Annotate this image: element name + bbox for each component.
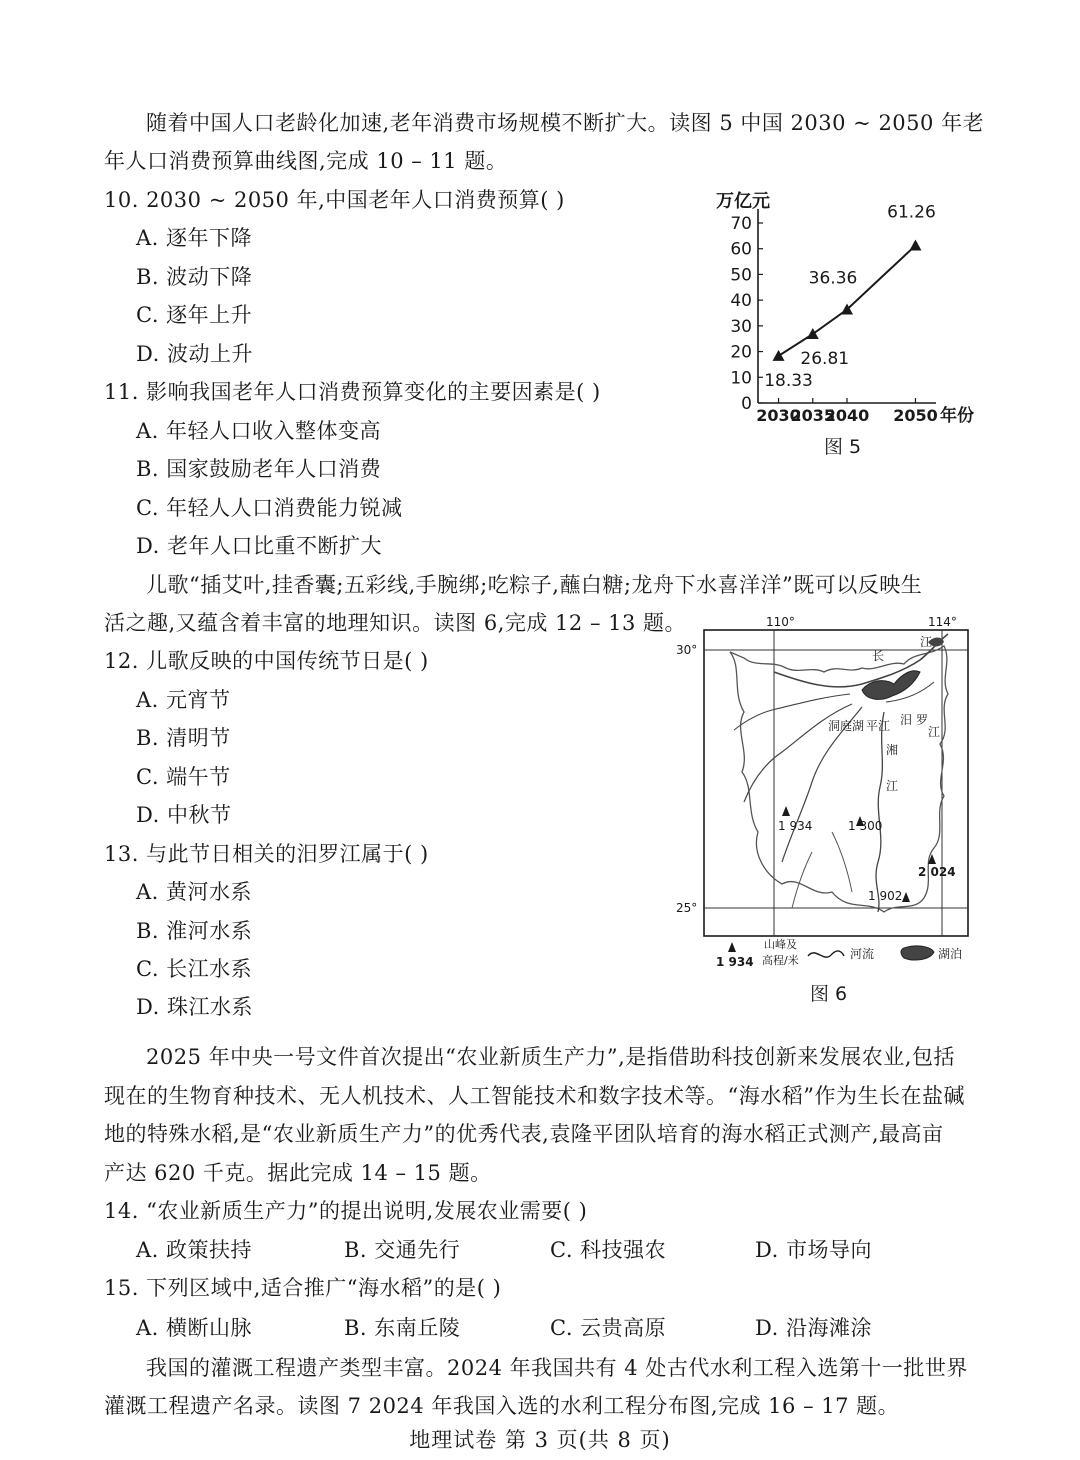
- question-14-stem: 14. “农业新质生产力”的提出说明,发展农业需要( ): [104, 1199, 588, 1223]
- data-point-marker: [807, 328, 819, 339]
- intro-paragraph-3-line-2: 现在的生物育种技术、无人机技术、人工智能技术和数字技术等。“海水稻”作为生长在盐碱: [104, 1084, 965, 1108]
- y-tick-label: 40: [730, 291, 752, 312]
- river-xiang: [876, 712, 884, 912]
- data-point-marker: [773, 350, 785, 361]
- question-14-option-c: C. 科技强农: [550, 1238, 667, 1262]
- label-dongting: 洞庭湖: [828, 719, 865, 733]
- question-10-option-b: B. 波动下降: [136, 265, 253, 289]
- question-11-option-a: A. 年轻人口收入整体变高: [136, 419, 382, 443]
- peak-2024-label: 2 024: [918, 865, 956, 879]
- question-12-option-d: D. 中秋节: [136, 803, 232, 827]
- legend-peak-icon: [728, 942, 736, 952]
- question-13-option-d: D. 珠江水系: [136, 995, 253, 1019]
- y-tick-label: 0: [741, 394, 752, 414]
- question-10-option-d: D. 波动上升: [136, 342, 253, 366]
- intro-paragraph-4-line-2: 灌溉工程遗产名录。读图 7 2024 年我国入选的水利工程分布图,完成 16 – 17 题。: [104, 1394, 900, 1418]
- question-14-option-b: B. 交通先行: [344, 1238, 461, 1262]
- question-15-option-a: A. 横断山脉: [136, 1316, 253, 1340]
- lon-label-left: 110°: [766, 615, 795, 629]
- legend-peak-value: 1 934: [716, 955, 754, 969]
- intro-paragraph-4-line-1: 我国的灌溉工程遗产类型丰富。2024 年我国共有 4 处古代水利工程入选第十一批世界: [146, 1356, 968, 1380]
- legend-river-label: 河流: [850, 947, 875, 961]
- lon-label-right: 114°: [928, 615, 957, 629]
- question-15-option-d: D. 沿海滩涂: [755, 1316, 872, 1340]
- peak-1934-icon: [782, 806, 790, 816]
- legend-river-icon: [808, 951, 844, 957]
- peak-1902-label: 1 902: [868, 889, 903, 903]
- intro-paragraph-3-line-4: 产达 620 千克。据此完成 14 – 15 题。: [104, 1161, 492, 1185]
- question-12-option-a: A. 元宵节: [136, 688, 231, 712]
- map-caption: 图 6: [810, 983, 848, 1005]
- label-pingjiang: 平江: [866, 719, 891, 733]
- x-tick-label: 2030: [756, 406, 801, 425]
- y-tick-label: 70: [730, 214, 752, 234]
- chart-caption: 图 5: [824, 436, 862, 455]
- question-13-option-b: B. 淮河水系: [136, 919, 253, 943]
- data-point-marker: [909, 239, 921, 250]
- peak-1902-icon: [902, 892, 910, 902]
- question-11-option-c: C. 年轻人人口消费能力锐减: [136, 496, 403, 520]
- x-tick-label: 2040: [824, 406, 870, 425]
- page-footer: 地理试卷 第 3 页(共 8 页): [409, 1428, 671, 1452]
- x-tick-label: 2035: [790, 406, 836, 425]
- data-label: 18.33: [764, 370, 813, 391]
- y-tick-label: 50: [730, 265, 752, 286]
- label-miluo-2: 罗: [916, 713, 929, 727]
- data-label: 36.36: [808, 268, 858, 289]
- peak-1934-label: 1 934: [778, 819, 813, 833]
- label-miluo-1: 汨: [900, 713, 913, 727]
- question-15-stem: 15. 下列区域中,适合推广“海水稻”的是( ): [104, 1276, 502, 1300]
- river-tributary: [792, 832, 852, 908]
- chart-xlabel: 年份: [940, 406, 974, 426]
- chart-ylabel: 万亿元: [716, 191, 770, 212]
- legend-peak-label-1: 山峰及: [764, 938, 797, 951]
- label-changjiang-1: 长: [872, 649, 885, 663]
- data-label: 61.26: [887, 202, 936, 223]
- intro-paragraph-3-line-3: 地的特殊水稻,是“农业新质生产力”的优秀代表,袁隆平团队培育的海水稻正式测产,最高亩: [104, 1122, 944, 1146]
- question-12-option-b: B. 清明节: [136, 726, 231, 750]
- legend-lake-label: 湖泊: [938, 947, 963, 961]
- y-tick-label: 10: [730, 368, 752, 389]
- lat-label-top: 30°: [676, 643, 698, 657]
- question-15-option-b: B. 东南丘陵: [344, 1316, 461, 1340]
- data-label: 26.81: [800, 349, 850, 370]
- question-11-option-d: D. 老年人口比重不断扩大: [136, 534, 382, 558]
- intro-paragraph-1-line-2: 年人口消费预算曲线图,完成 10 – 11 题。: [104, 149, 508, 173]
- question-13-option-a: A. 黄河水系: [136, 880, 253, 904]
- question-14-option-a: A. 政策扶持: [136, 1238, 253, 1262]
- question-10-stem: 10. 2030 ~ 2050 年,中国老年人口消费预算( ): [104, 188, 565, 212]
- x-tick-label: 2050: [893, 406, 938, 425]
- label-jiang: 江: [886, 779, 899, 793]
- question-11-option-b: B. 国家鼓励老年人口消费: [136, 457, 382, 481]
- intro-paragraph-2-line-2: 活之趣,又蕴含着丰富的地理知识。读图 6,完成 12 – 13 题。: [104, 611, 687, 635]
- series-line: [779, 245, 916, 355]
- label-xiang: 湘: [886, 743, 899, 757]
- figure-5-line-chart: [700, 185, 1000, 455]
- intro-paragraph-2-line-1: 儿歌“插艾叶,挂香囊;五彩线,手腕绑;吃粽子,蘸白糖;龙舟下水喜洋洋”既可以反映生: [146, 573, 923, 597]
- legend-peak-label-2: 高程/米: [762, 954, 799, 967]
- question-13-stem: 13. 与此节日相关的汨罗江属于( ): [104, 842, 429, 866]
- question-10-option-a: A. 逐年下降: [136, 226, 253, 250]
- question-11-stem: 11. 影响我国老年人口消费预算变化的主要因素是( ): [104, 380, 601, 404]
- legend-lake-icon: [901, 946, 934, 960]
- question-14-option-d: D. 市场导向: [755, 1238, 872, 1262]
- intro-paragraph-3-line-1: 2025 年中央一号文件首次提出“农业新质生产力”,是指借助科技创新来发展农业,包括: [146, 1045, 955, 1069]
- y-tick-label: 30: [730, 316, 752, 337]
- question-15-option-c: C. 云贵高原: [550, 1316, 667, 1340]
- y-tick-label: 20: [730, 342, 752, 363]
- y-tick-label: 60: [730, 239, 752, 260]
- figure-6-map: [672, 612, 972, 1012]
- question-12-option-c: C. 端午节: [136, 765, 231, 789]
- province-boundary: [730, 646, 948, 912]
- map-frame: [704, 630, 968, 936]
- lat-label-bottom: 25°: [676, 901, 698, 915]
- label-changjiang-2: 江: [920, 635, 933, 649]
- question-12-stem: 12. 儿歌反映的中国传统节日是( ): [104, 649, 429, 673]
- intro-paragraph-1-line-1: 随着中国人口老龄化加速,老年消费市场规模不断扩大。读图 5 中国 2030 ~ 2050 年老: [146, 111, 985, 135]
- label-miluo-3: 江: [928, 725, 941, 739]
- peak-1300-label: 1 300: [848, 819, 883, 833]
- question-10-option-c: C. 逐年上升: [136, 303, 253, 327]
- question-13-option-c: C. 长江水系: [136, 957, 253, 981]
